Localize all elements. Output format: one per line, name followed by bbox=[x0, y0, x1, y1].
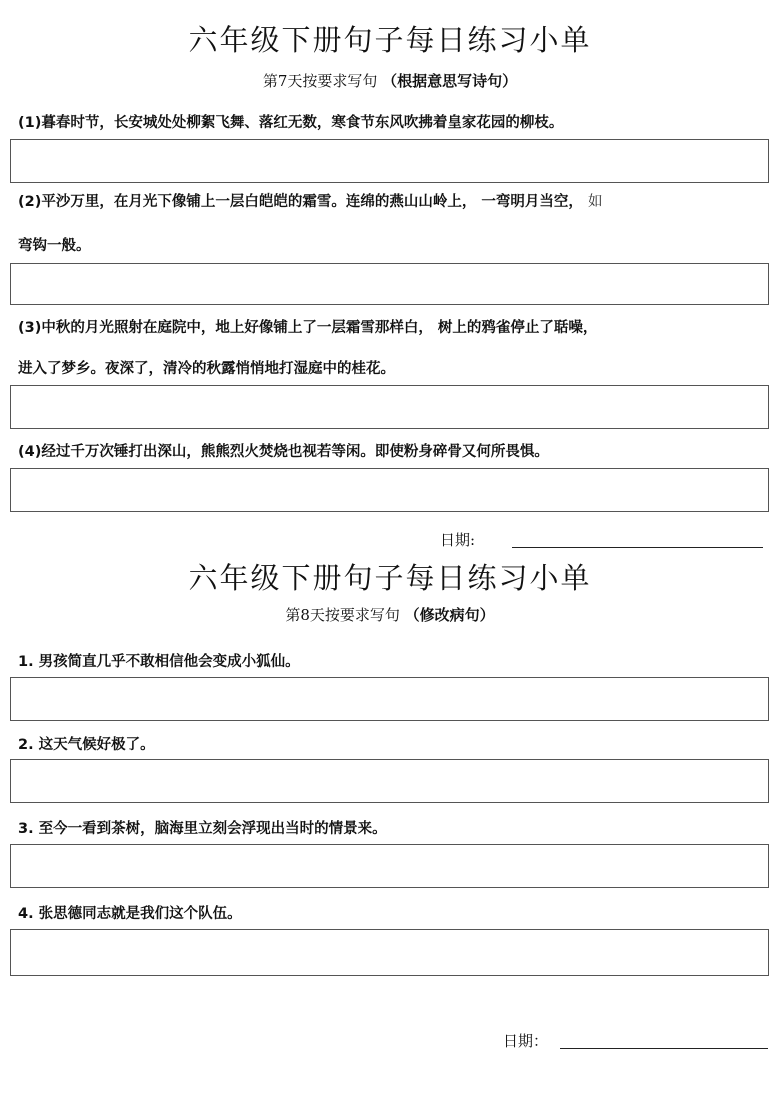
sheet2-answer-box-1[interactable] bbox=[10, 677, 769, 721]
question-2-line2: 弯钩一般。 bbox=[18, 238, 91, 254]
question-4-text: (4)经过千万次锤打出深山，熊熊烈火焚烧也视若等闲。即使粉身碎骨又何所畏惧。 bbox=[18, 444, 549, 460]
sheet2-question-2-text: 2. 这天气候好极了。 bbox=[18, 737, 155, 753]
sheet2-question-4-text: 4. 张思德同志就是我们这个队伍。 bbox=[18, 906, 242, 922]
answer-box-1[interactable] bbox=[10, 139, 769, 183]
sheet2-date-line[interactable] bbox=[560, 1048, 768, 1049]
question-2-line1-tail: 如 bbox=[587, 194, 603, 210]
question-2-line1-text: (2)平沙万里，在月光下像铺上一层白皑皑的霜雪。连绵的燕山山岭上， 一弯明月当空， bbox=[18, 194, 583, 210]
sheet2-answer-box-4[interactable] bbox=[10, 929, 769, 976]
sheet2-answer-box-3[interactable] bbox=[10, 844, 769, 888]
question-3-line1: (3)中秋的月光照射在庭院中，地上好像铺上了一层霜雪那样白， 树上的鸦雀停止了聒噪， bbox=[18, 320, 598, 336]
sheet2-title: 六年级下册句子每日练习小单 bbox=[188, 561, 592, 595]
question-2-line1 bbox=[18, 190, 602, 211]
sheet1-date-label: 日期: bbox=[440, 531, 476, 549]
sheet2-answer-box-2[interactable] bbox=[10, 759, 769, 803]
sheet2-question-3-text: 3. 至今一看到茶树，脑海里立刻会浮现出当时的情景来。 bbox=[18, 821, 387, 837]
sheet2-hint: （修改病句） bbox=[404, 606, 495, 624]
answer-box-2[interactable] bbox=[10, 263, 769, 305]
answer-box-4[interactable] bbox=[10, 468, 769, 512]
question-3-line2: 进入了梦乡。夜深了，清冷的秋露悄悄地打湿庭中的桂花。 bbox=[18, 361, 395, 377]
sheet2-date-label: 日期： bbox=[503, 1032, 549, 1050]
answer-box-3[interactable] bbox=[10, 385, 769, 429]
sheet1-title: 六年级下册句子每日练习小单 bbox=[188, 23, 592, 57]
sheet1-subtitle bbox=[0, 70, 780, 91]
sheet2-subtitle-text: 第8天按要求写句 bbox=[285, 606, 400, 624]
sheet2-question-1-text: 1. 男孩简直几乎不敢相信他会变成小狐仙。 bbox=[18, 654, 300, 670]
sheet1-date-line[interactable] bbox=[512, 547, 763, 548]
sheet1-subtitle-text: 第7天按要求写句 bbox=[262, 72, 378, 90]
sheet2-subtitle bbox=[0, 604, 780, 625]
sheet1-hint: （根据意思写诗句） bbox=[382, 72, 518, 90]
question-1-text: (1)暮春时节，长安城处处柳絮飞舞、落红无数，寒食节东风吹拂着皇家花园的柳枝。 bbox=[18, 115, 564, 131]
